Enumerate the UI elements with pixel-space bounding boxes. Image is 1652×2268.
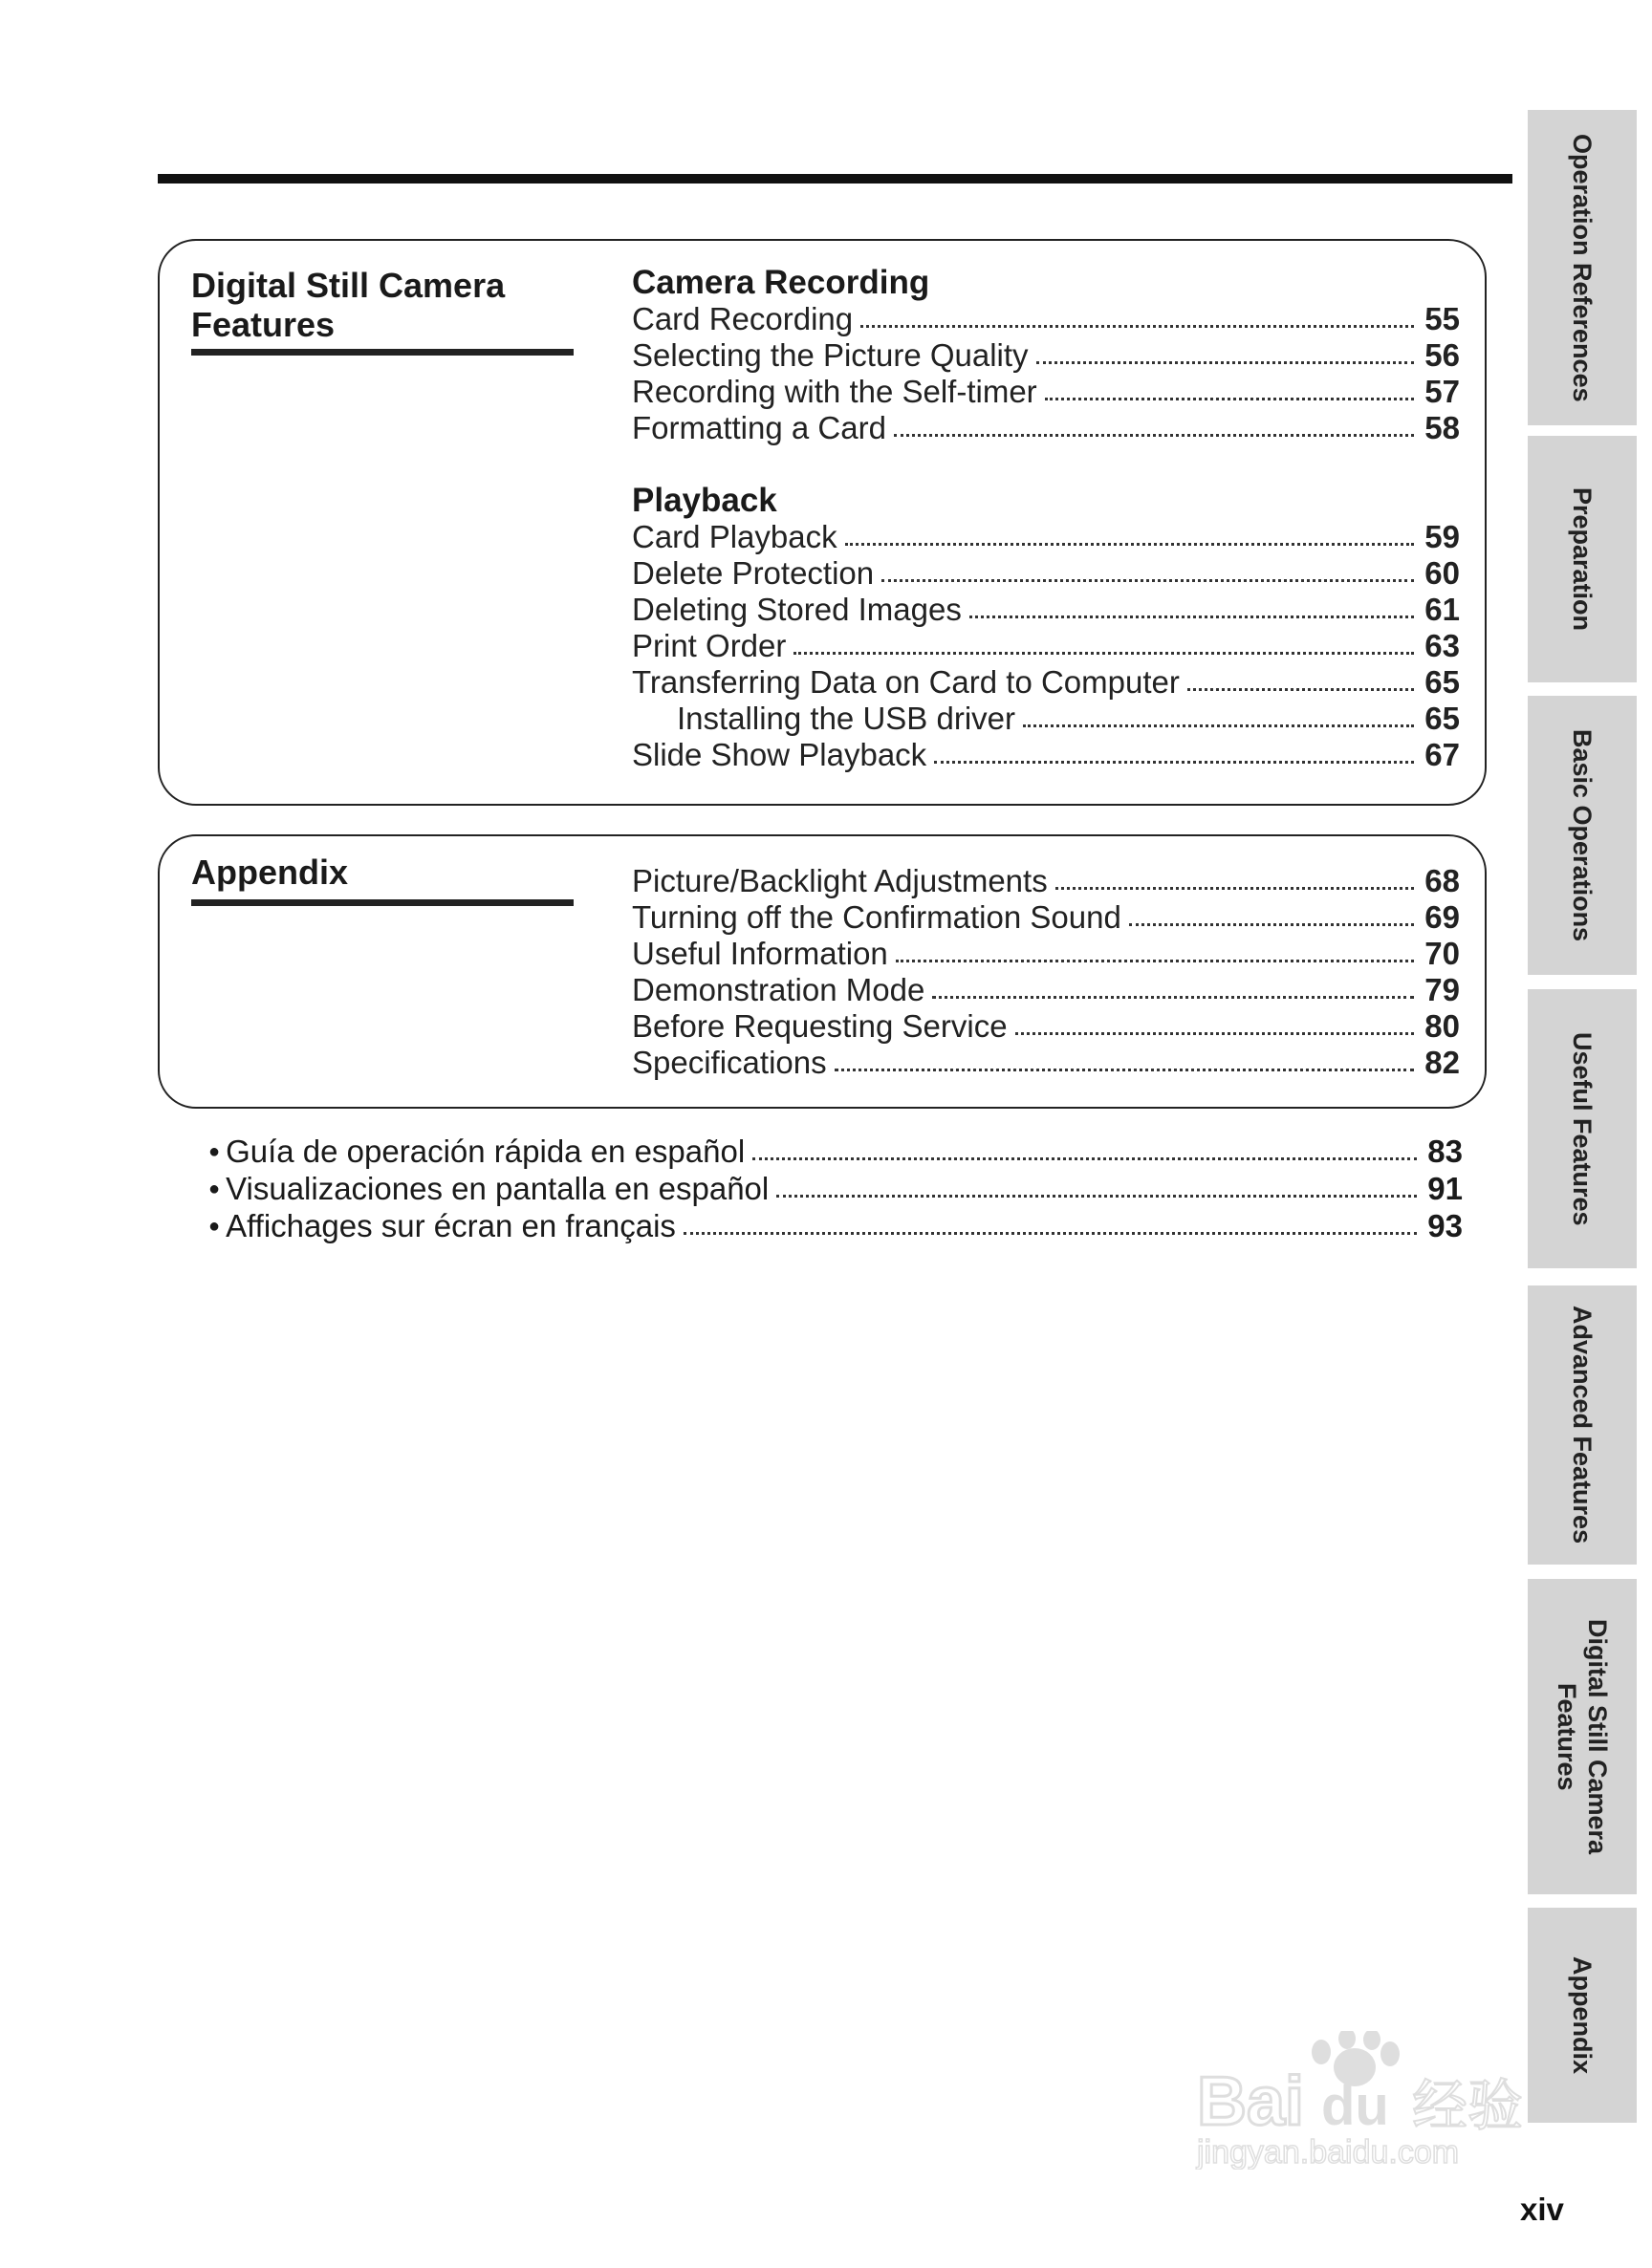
section-appendix (158, 834, 1487, 1109)
svg-text:经验: 经验 (1412, 2073, 1524, 2138)
dot-leader (881, 579, 1414, 582)
toc-entry-label: Card Playback (632, 519, 837, 554)
toc-entry-label: Recording with the Self-timer (632, 374, 1037, 409)
toc-entry-page: 61 (1424, 592, 1460, 627)
dot-leader (845, 543, 1414, 546)
toc-entry-label: Print Order (632, 628, 787, 663)
dot-leader (752, 1157, 1417, 1160)
paw-icon (1312, 2031, 1400, 2086)
dot-leader (860, 325, 1414, 328)
language-guide-entry[interactable] (208, 1170, 1463, 1207)
toc-entry-label: Affichages sur écran en français (226, 1208, 676, 1243)
toc-entries (632, 863, 1460, 1081)
toc-entry[interactable] (632, 592, 1460, 628)
section-underline (191, 899, 574, 906)
toc-entry-label: Before Requesting Service (632, 1008, 1008, 1044)
toc-entry-page: 68 (1424, 863, 1460, 898)
dot-leader (1036, 361, 1414, 364)
toc-entry-label: Formatting a Card (632, 410, 886, 445)
toc-entry-page: 79 (1424, 972, 1460, 1007)
toc-entry[interactable] (632, 972, 1460, 1008)
section-underline (191, 349, 574, 356)
toc-entry[interactable] (632, 737, 1460, 773)
toc-entry-page: 69 (1424, 899, 1460, 935)
svg-text:Bai: Bai (1197, 2063, 1305, 2140)
bullet-icon: ● (208, 1178, 221, 1199)
side-tab-appendix[interactable] (1528, 1908, 1637, 2123)
toc-entry[interactable] (632, 1008, 1460, 1045)
toc-entry-page: 56 (1424, 337, 1460, 373)
toc-entry-label: Demonstration Mode (632, 972, 925, 1007)
toc-entry-label: Specifications (632, 1045, 827, 1080)
toc-entry-page: 63 (1424, 628, 1460, 663)
language-guide-entry[interactable] (208, 1207, 1463, 1244)
side-tab-label: Appendix (1568, 1955, 1597, 2074)
dot-leader (1015, 1032, 1414, 1035)
toc-entry[interactable] (632, 410, 1460, 446)
toc-entry-label: Slide Show Playback (632, 737, 927, 772)
side-tab-advanced-features[interactable] (1528, 1285, 1637, 1565)
language-guide-entry[interactable] (208, 1133, 1463, 1170)
side-tab-label: Basic Operations (1568, 728, 1597, 942)
dot-leader (1023, 724, 1414, 727)
section-title: Digital Still Camera Features (191, 266, 506, 344)
dot-leader (896, 960, 1414, 962)
toc-entry-label: Useful Information (632, 936, 888, 971)
toc-entry-page: 57 (1424, 374, 1460, 409)
section-title: Appendix (191, 853, 349, 892)
toc-entry-page: 80 (1424, 1008, 1460, 1044)
side-tab-digital-still-camera-features[interactable] (1528, 1579, 1637, 1894)
language-guides-list (208, 1133, 1463, 1244)
baidu-watermark-logo (1178, 2031, 1570, 2170)
toc-entry[interactable] (632, 664, 1460, 701)
toc-entry-page: 82 (1424, 1045, 1460, 1080)
section-digital-still-camera (158, 239, 1487, 806)
bullet-icon: ● (208, 1141, 221, 1162)
dot-leader (932, 996, 1414, 999)
toc-subentry[interactable] (632, 701, 1460, 737)
dot-leader (1129, 923, 1414, 926)
dot-leader (684, 1232, 1417, 1235)
side-tab-preparation[interactable] (1528, 436, 1637, 682)
top-rule (158, 174, 1512, 184)
side-tab-label: Advanced Features (1568, 1306, 1597, 1544)
toc-entry-page: 91 (1427, 1171, 1463, 1206)
dot-leader (776, 1195, 1417, 1198)
dot-leader (969, 616, 1414, 618)
dot-leader (934, 761, 1414, 764)
side-tab-label: Preparation (1568, 486, 1597, 632)
svg-text:du: du (1321, 2075, 1389, 2137)
toc-entry-page: 59 (1424, 519, 1460, 554)
toc-entry[interactable] (632, 1045, 1460, 1081)
toc-entry[interactable] (632, 337, 1460, 374)
group-spacer (632, 446, 1460, 483)
side-tab-basic-operations[interactable] (1528, 696, 1637, 975)
toc-entry-page: 83 (1427, 1134, 1463, 1169)
toc-entries (632, 265, 1460, 773)
side-tab-label: Operation References (1568, 133, 1597, 402)
toc-entry[interactable] (632, 936, 1460, 972)
toc-entry-page: 65 (1424, 701, 1460, 736)
bullet-icon: ● (208, 1216, 221, 1237)
page-number: xiv (1520, 2192, 1564, 2227)
toc-entry-page: 70 (1424, 936, 1460, 971)
side-tab-label: Useful Features (1568, 1031, 1597, 1226)
toc-entry-page: 67 (1424, 737, 1460, 772)
toc-entry[interactable] (632, 899, 1460, 936)
toc-entry[interactable] (632, 628, 1460, 664)
toc-entry[interactable] (632, 555, 1460, 592)
toc-entry-label: Transferring Data on Card to Computer (632, 664, 1180, 700)
toc-entry-page: 60 (1424, 555, 1460, 591)
toc-entry-label: Guía de operación rápida en español (226, 1134, 746, 1169)
dot-leader (1055, 887, 1414, 890)
toc-entry-label: Turning off the Confirmation Sound (632, 899, 1121, 935)
toc-entry-label: Visualizaciones en pantalla en español (226, 1171, 770, 1206)
toc-entry-label: Deleting Stored Images (632, 592, 962, 627)
group-heading-playback: Playback (632, 482, 777, 519)
toc-entry[interactable] (632, 374, 1460, 410)
svg-text:jingyan.baidu.com: jingyan.baidu.com (1197, 2134, 1460, 2170)
dot-leader (1045, 398, 1414, 400)
toc-entry-page: 93 (1427, 1208, 1463, 1243)
toc-entry-page: 55 (1424, 301, 1460, 336)
toc-entry-label: Card Recording (632, 301, 854, 336)
toc-entry-label: Delete Protection (632, 555, 875, 591)
toc-entry-label: Picture/Backlight Adjustments (632, 863, 1048, 898)
toc-entry-page: 58 (1424, 410, 1460, 445)
dot-leader (894, 434, 1414, 437)
side-tab-useful-features[interactable] (1528, 989, 1637, 1268)
dot-leader (835, 1069, 1414, 1071)
toc-entry-page: 65 (1424, 664, 1460, 700)
side-tab-label: Digital Still Camera Features (1553, 1618, 1612, 1855)
side-tab-operation-references[interactable] (1528, 110, 1637, 425)
dot-leader (793, 652, 1414, 655)
dot-leader (1187, 688, 1414, 691)
toc-entry[interactable] (632, 301, 1460, 337)
toc-entry[interactable] (632, 519, 1460, 555)
toc-entry-label: Selecting the Picture Quality (632, 337, 1029, 373)
toc-entry-label: Installing the USB driver (677, 701, 1015, 736)
toc-entry[interactable] (632, 863, 1460, 899)
group-heading-camera-recording: Camera Recording (632, 264, 930, 301)
